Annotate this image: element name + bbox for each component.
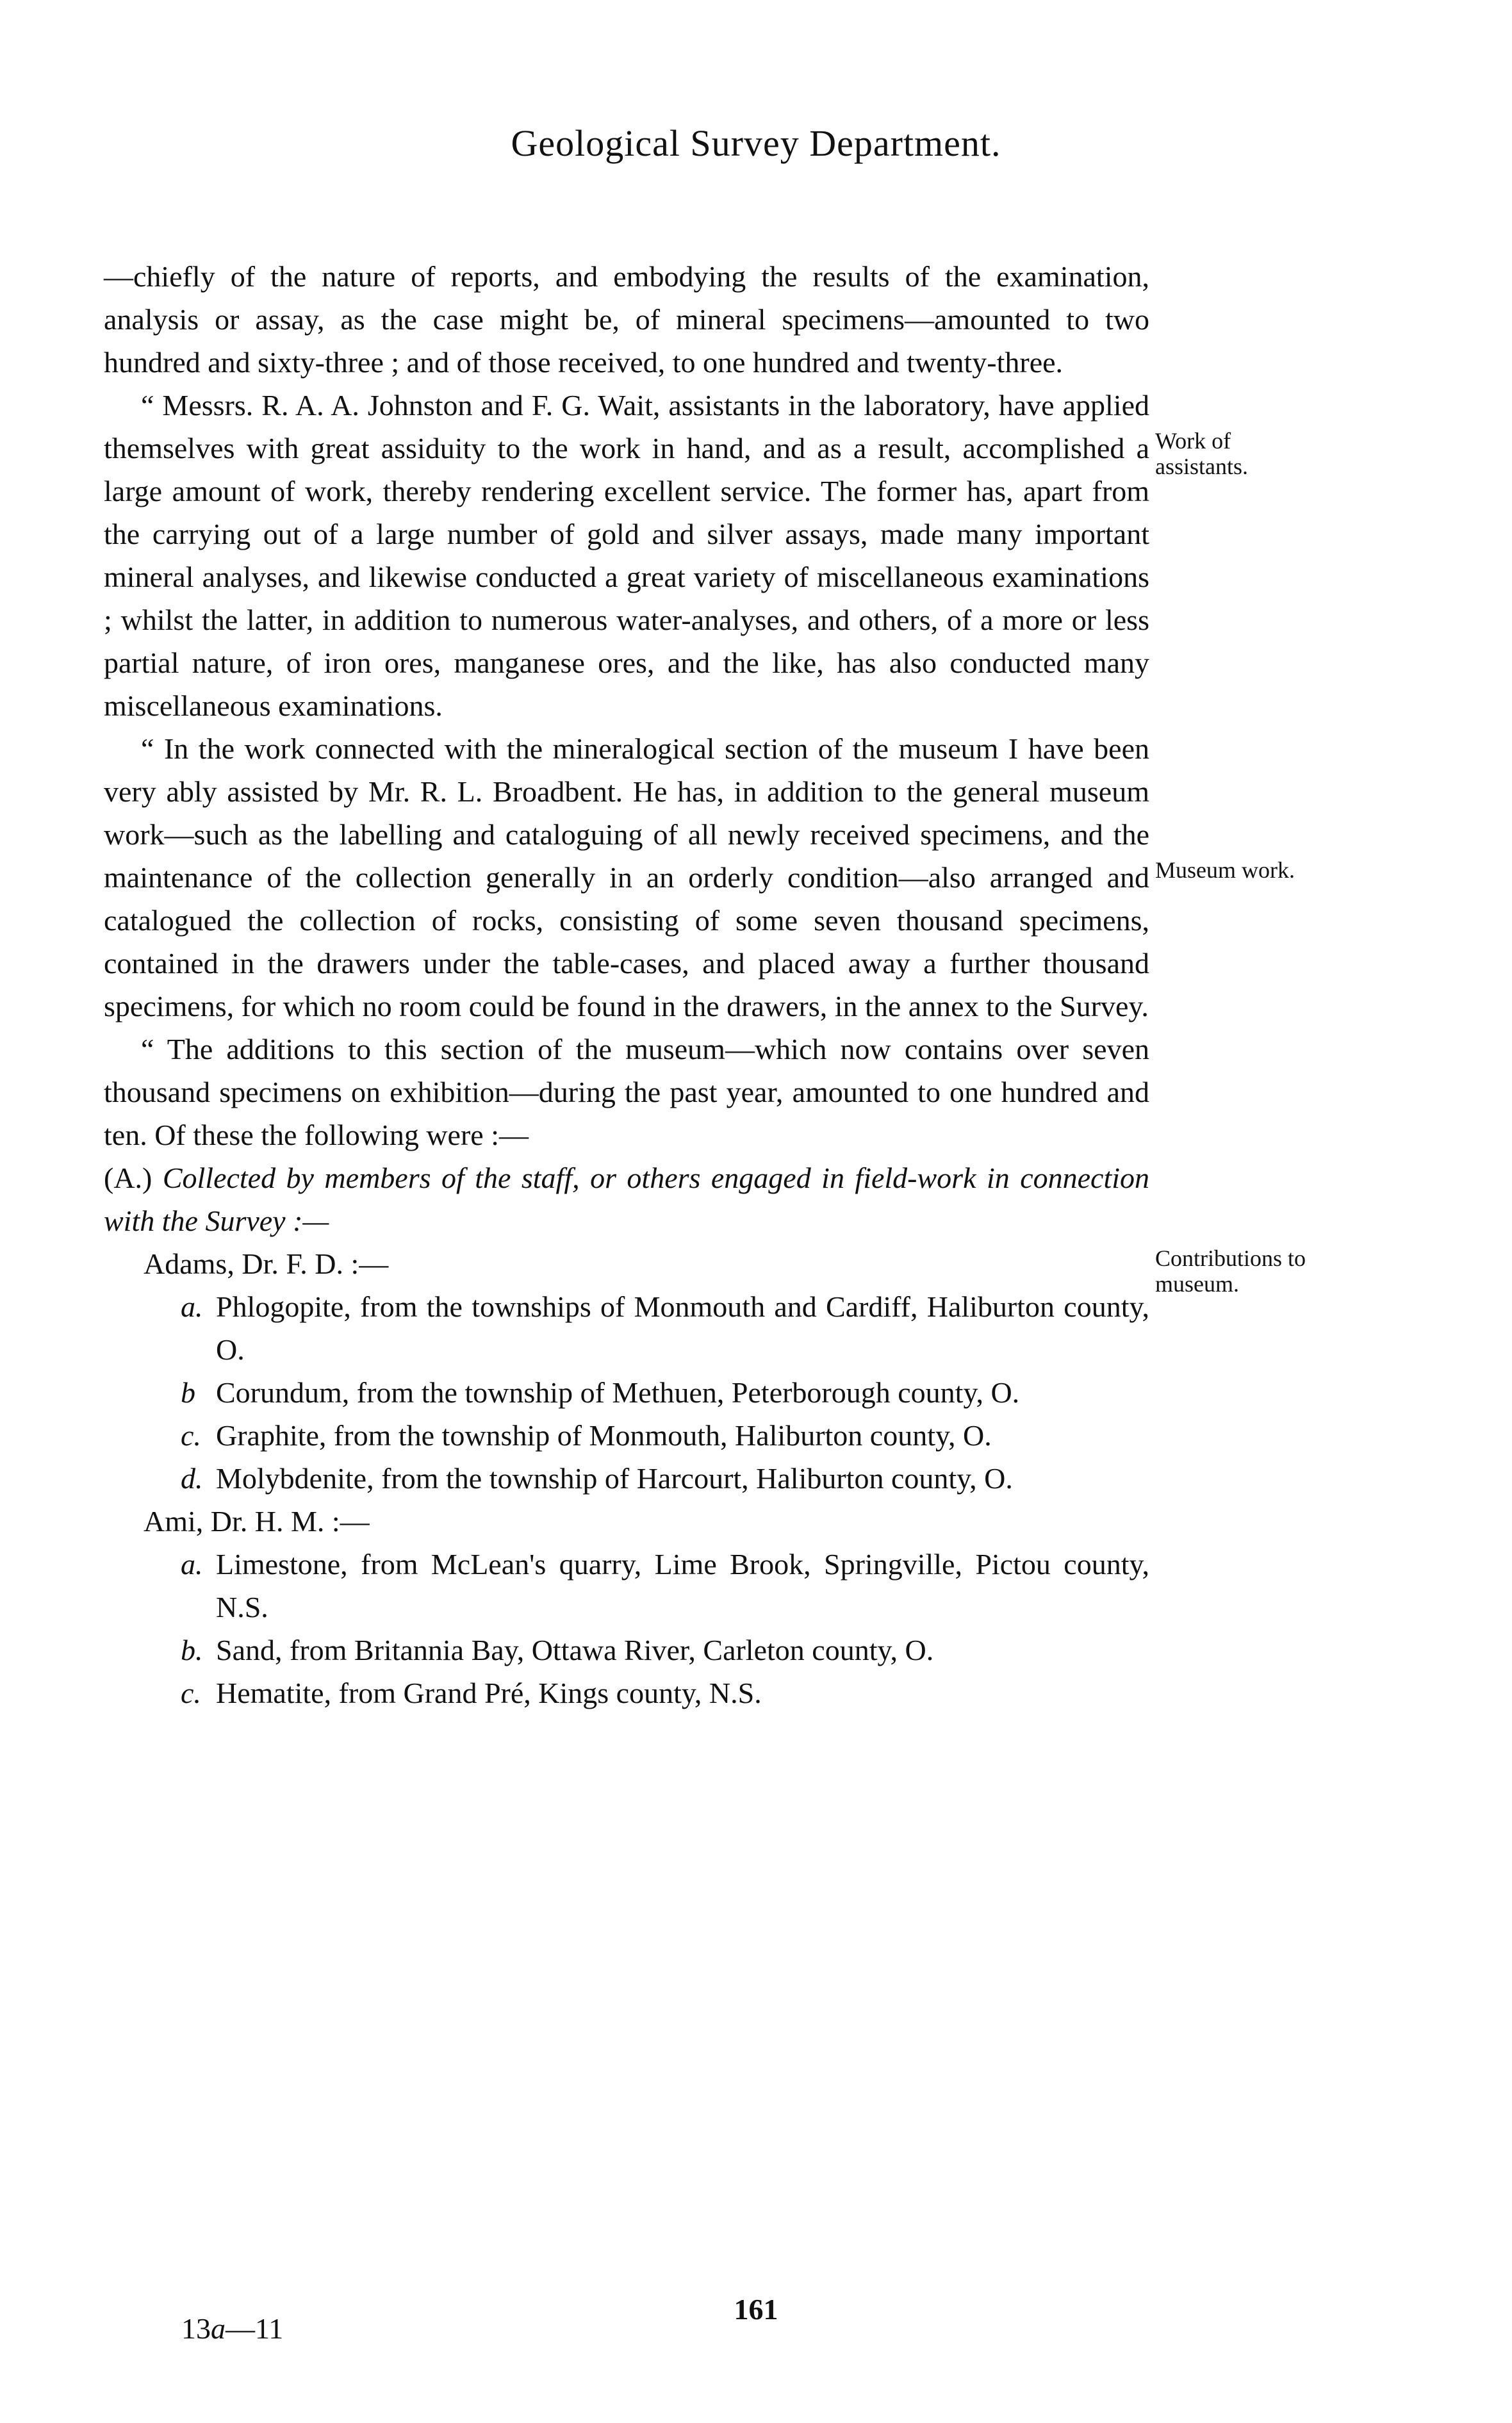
item-letter: b	[181, 1376, 195, 1409]
running-head: Geological Survey Department.	[511, 122, 1001, 164]
specimen-item	[104, 1629, 1149, 1671]
item-text: Molybdenite, from the township of Harcourt, Haliburton county, O.	[216, 1462, 1013, 1495]
collector-name-adams: Adams, Dr. F. D. :—	[144, 1247, 389, 1280]
signature-italic: a	[211, 2312, 226, 2345]
paragraph-3: “ In the work connected with the mineralogical section of the museum I have been very ably assisted by Mr. R. L. Broadbent. He has, in addition to the general museum work—such as the labelling and cataloguing of all newly received specimens, and the maintenance of the collection generally in an orderly condition—also arranged and catalogued the collection of rocks, consisting of some seven thousand specimens, contained in the drawers under the table-cases, and placed away a further thousand specimens, for which no room could be found in the drawers, in the annex to the Survey.	[104, 732, 1149, 1023]
item-text: Sand, from Britannia Bay, Ottawa River, Carleton county, O.	[216, 1634, 934, 1666]
page-number: 161	[734, 2293, 778, 2326]
signature-mark	[181, 2312, 283, 2345]
paragraph-4: “ The additions to this section of the museum—which now contains over seven thousand specimens on exhibition—during the past year, amounted to one hundred and ten. Of these the following were :—	[104, 1033, 1149, 1151]
section-a-label: (A.)	[104, 1162, 152, 1194]
item-letter: d.	[181, 1462, 203, 1495]
item-letter: c.	[181, 1419, 201, 1452]
item-text: Phlogopite, from the townships of Monmouth and Cardiff, Haliburton county, O.	[216, 1290, 1149, 1366]
item-letter: b.	[181, 1634, 203, 1666]
specimen-item	[104, 1371, 1149, 1414]
item-letter: c.	[181, 1677, 201, 1709]
section-a-heading	[104, 1156, 1149, 1242]
specimen-item	[104, 1671, 1149, 1714]
paragraph-1: —chiefly of the nature of reports, and embodying the results of the examination, analysis or assay, as the case might be, of mineral specimens—amounted to two hundred and sixty-three ; and of those received, to one hundred and twenty-three.	[104, 260, 1149, 379]
item-text: Limestone, from McLean's quarry, Lime Brook, Springville, Pictou county, N.S.	[216, 1548, 1149, 1623]
side-note-contributions: Contributions to museum.	[1155, 1245, 1306, 1297]
signature-suffix: —11	[226, 2312, 284, 2345]
specimen-item	[104, 1543, 1149, 1629]
body-text	[104, 255, 1149, 1714]
side-note-work-of-assistants: Work of assistants.	[1155, 428, 1249, 479]
item-letter: a.	[181, 1290, 203, 1323]
section-a-title: Collected by members of the staff, or others engaged in field-work in connection with the Survey :—	[104, 1162, 1150, 1237]
item-text: Graphite, from the township of Monmouth, Haliburton county, O.	[216, 1419, 992, 1452]
side-note-museum-work: Museum work.	[1155, 857, 1295, 883]
item-letter: a.	[181, 1548, 203, 1581]
item-text: Hematite, from Grand Pré, Kings county, N.S.	[216, 1677, 762, 1709]
specimen-item	[104, 1414, 1149, 1457]
item-text: Corundum, from the township of Methuen, Peterborough county, O.	[216, 1376, 1020, 1409]
paragraph-2: “ Messrs. R. A. A. Johnston and F. G. Wait, assistants in the laboratory, have applied themselves with great assiduity to the work in hand, and as a result, accomplished a large amount of work, thereby rendering excellent service. The former has, apart from the carrying out of a large number of gold and silver assays, made many important mineral analyses, and likewise conducted a great variety of miscellaneous examinations ; whilst the latter, in addition to numerous water-analyses, and others, of a more or less partial nature, of iron ores, manganese ores, and the like, has also conducted many miscellaneous examinations.	[104, 389, 1149, 722]
signature-prefix: 13	[181, 2312, 211, 2345]
specimen-item	[104, 1457, 1149, 1500]
collector-name-ami: Ami, Dr. H. M. :—	[144, 1505, 370, 1538]
specimen-item	[104, 1285, 1149, 1371]
